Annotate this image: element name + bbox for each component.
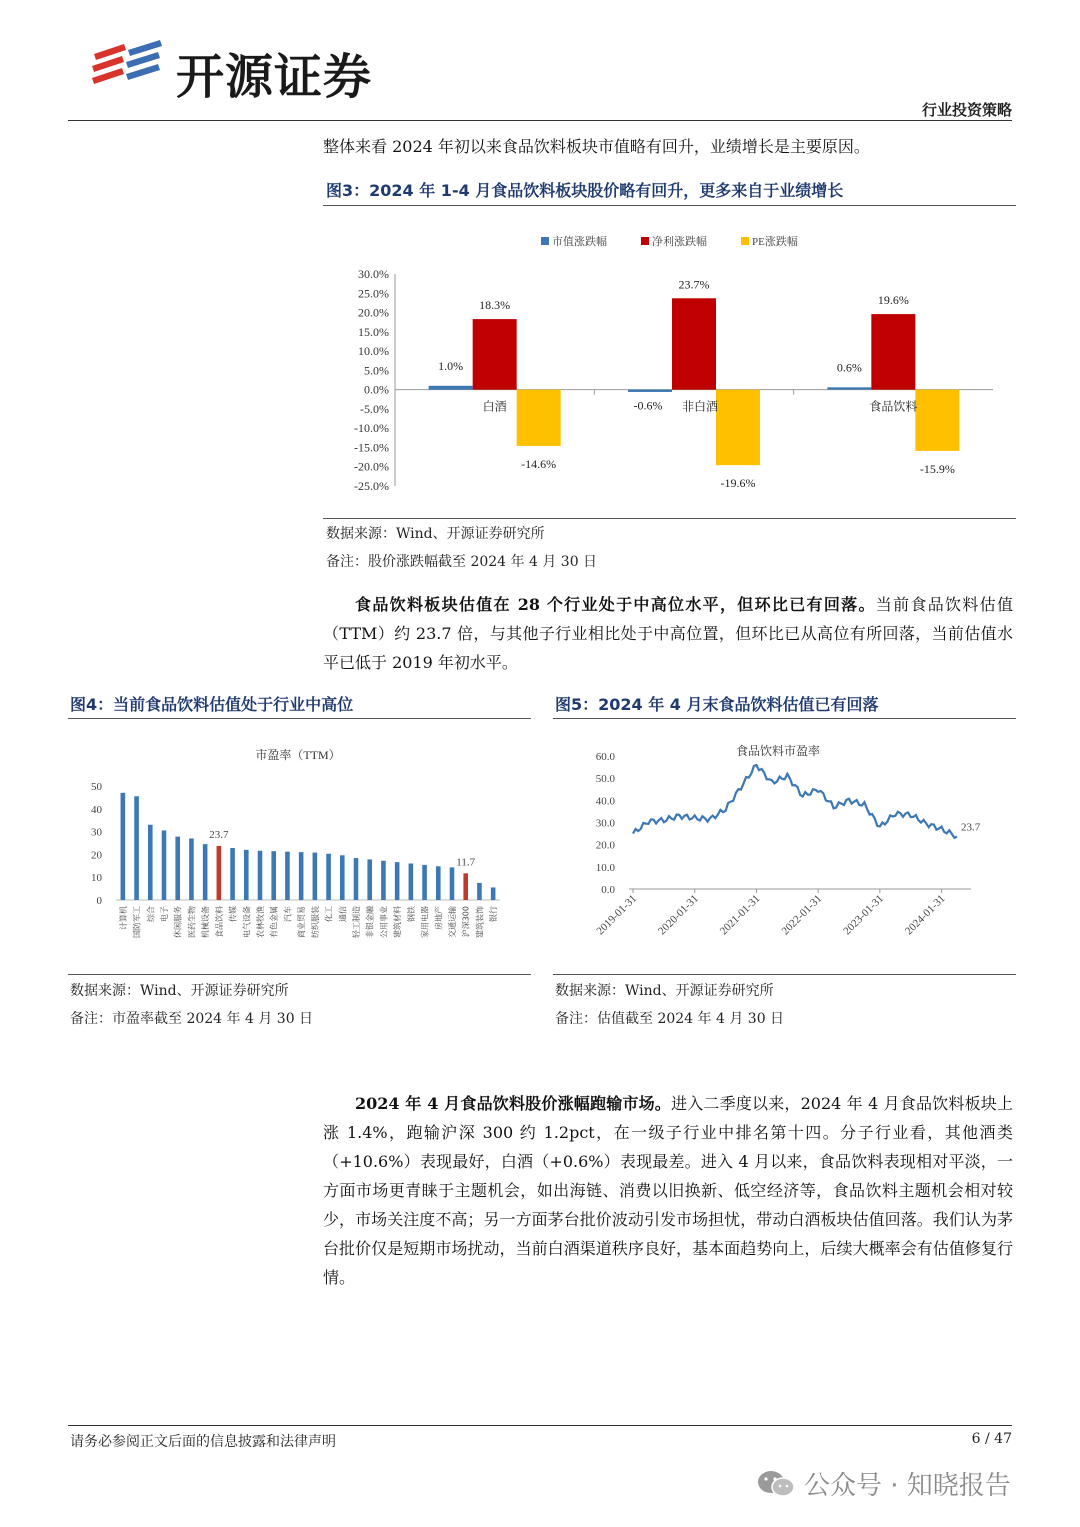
fig3-value-label: 19.6% (877, 293, 909, 308)
market-rest: 进入二季度以来，2024 年 4 月食品饮料板块上涨 1.4%，跑输沪深 300 约 1.2pct，在一级子行业中排名第十四。分子行业看，其他酒类（+10.6%）表现最好，白酒（+0.6%）表现最差。进入 4 月以来，食品饮料表现相对平淡，一方面市场更青睐于主题机会，如出海链、消费以旧换新、低空经济等，食品饮料主题机会相对较少，市场关注度不高；另一方面茅台批价波动引发市场担忧，带动白酒板块估值回落。我们认为茅台批价仅是短期市场扰动，当前白酒渠道秩序良好，基本面趋势向上，后续大概率会有估值修复行情。 (323, 1094, 1013, 1287)
valuation-lead-num: 28 (517, 595, 540, 614)
fig4-bar (422, 865, 427, 900)
fig3-ytick: -20.0% (354, 459, 389, 474)
fig4-bar (162, 830, 167, 900)
fig4-xtick (324, 906, 334, 922)
fig3-ytick: -25.0% (354, 479, 389, 493)
fig4-bar (230, 848, 235, 900)
fig4-xtick (133, 906, 142, 938)
fig5-xtick (841, 893, 886, 938)
fig4-title: 图4：当前食品饮料估值处于行业中高位 (70, 695, 354, 714)
fig4-xtick (145, 906, 155, 922)
fig4-xtick (186, 906, 196, 938)
fig3-bar (915, 390, 959, 451)
fig4-bar (313, 853, 318, 900)
fig3-bar (628, 390, 672, 392)
fig4-xtick (474, 906, 484, 938)
fig4-bar (271, 851, 276, 900)
fig4-chart (68, 730, 531, 970)
fig3-legend-swatch-2 (741, 237, 749, 245)
fig5-ytick: 0.0 (601, 884, 615, 896)
fig3-ytick: -5.0% (360, 401, 389, 416)
fig4-bar (326, 854, 331, 900)
fig3-legend-label-1: 净利涨跌幅 (652, 236, 707, 248)
fig5-source: 数据来源：Wind、开源证券研究所 (555, 983, 774, 999)
fig4-xtick (406, 906, 416, 922)
fig4-xtick-label: 沪深300 (461, 906, 471, 938)
fig5-ytick: 20.0 (595, 839, 615, 852)
fig4-xtick-label: 通信 (338, 906, 348, 922)
valuation-rest: 当前食品饮料估值（TTM）约 23.7 倍，与其他子行业相比处于中高位置，但环比已从高位有所回落，当前估值水平已低于 2019 年初水平。 (323, 595, 1013, 672)
fig4-xtick-label: 钢铁 (406, 906, 416, 922)
fig4-xtick (488, 906, 498, 922)
fig5-end-label: 23.7 (961, 821, 981, 834)
fig3-chart (323, 222, 1016, 516)
fig4-ytick: 0 (96, 895, 102, 907)
fig3-category-label: 非白酒 (681, 399, 719, 414)
fig4-bar (340, 855, 345, 900)
watermark (756, 1465, 1011, 1502)
fig3-bar (429, 386, 473, 390)
brand-logo (88, 34, 168, 98)
fig4-xtick-label: 公用事业 (379, 906, 389, 938)
fig5-bottom-rule (553, 974, 1016, 975)
fig4-source: 数据来源：Wind、开源证券研究所 (70, 983, 289, 999)
fig4-xtick-label: 机械设备 (201, 906, 211, 938)
fig4-xtick-label: 食品饮料 (214, 906, 224, 938)
fig4-value-label: 23.7 (209, 828, 229, 841)
fig3-ytick: 25.0% (358, 286, 389, 301)
fig3-ytick: 0.0% (364, 382, 389, 397)
report-section: 行业投资策略 (921, 101, 1012, 119)
fig4-bar (299, 852, 304, 900)
fig3-value-label: 18.3% (479, 298, 511, 313)
fig4-xtick-label: 医药生物 (187, 906, 197, 938)
fig5-xtick-label: 2021-01-31 (717, 892, 763, 938)
fig4-bar (395, 862, 400, 900)
fig4-bar (175, 837, 180, 900)
fig4-xtick (296, 906, 306, 938)
fig3-bar (827, 387, 871, 389)
fig3-bar (517, 390, 561, 446)
valuation-paragraph (323, 590, 1013, 677)
fig4-bar (217, 846, 222, 900)
logo-mark-icon (88, 34, 168, 98)
fig3-legend-swatch-1 (641, 237, 649, 245)
fig3-title: 图3：2024 年 1-4 月食品饮料板块股价略有回升，更多来自于业绩增长 (326, 181, 844, 200)
fig4-xtick (351, 906, 361, 938)
fig3-legend-label-0: 市值涨跌幅 (552, 236, 607, 248)
fig4-xtick-label: 建筑装饰 (475, 906, 485, 938)
fig5-xtick (718, 893, 763, 938)
fig4-xtick-label: 国防军工 (132, 906, 142, 938)
fig4-bar (354, 858, 359, 900)
fig5-chart-title: 食品饮料市盈率 (735, 744, 821, 758)
fig4-bar (491, 887, 496, 900)
fig5-xtick-label: 2024-01-31 (902, 892, 948, 938)
fig4-xtick-label: 银行 (489, 906, 499, 922)
fig4-xtick (461, 906, 471, 937)
fig4-bottom-rule (68, 974, 531, 975)
fig5-ytick: 30.0 (595, 817, 615, 830)
watermark-text: 公众号 · 知晓报告 (804, 1471, 1011, 1501)
fig3-bar (716, 390, 760, 466)
fig4-xtick-label: 轻工制造 (352, 906, 361, 938)
fig4-xtick (228, 906, 238, 922)
fig4-xtick (282, 906, 292, 922)
fig5-title: 图5：2024 年 4 月末食品饮料估值已有回落 (555, 695, 879, 714)
fig4-xtick (337, 906, 347, 922)
wechat-icon (756, 1468, 796, 1500)
fig5-ytick: 10.0 (595, 861, 615, 874)
fig3-remark: 备注：股价涨跌幅截至 2024 年 4 月 30 日 (326, 554, 598, 570)
fig5-xtick-label: 2023-01-31 (841, 892, 886, 938)
fig3-bar (473, 319, 517, 390)
fig4-xtick-label: 房地产 (434, 906, 444, 930)
fig4-ytick: 20 (91, 849, 102, 862)
fig4-bar (189, 838, 194, 900)
fig5-xtick (656, 893, 701, 938)
fig3-ytick: 10.0% (358, 344, 389, 359)
fig4-xtick-label: 农林牧渔 (256, 906, 265, 938)
fig4-xtick-label: 化工 (324, 906, 334, 922)
fig3-value-label: 1.0% (438, 358, 464, 373)
fig4-ytick: 40 (91, 803, 102, 816)
page-number: 6 / 47 (971, 1431, 1012, 1447)
fig5-xtick-label: 2020-01-31 (656, 892, 701, 938)
fig4-bar (436, 866, 441, 900)
fig4-xtick-label: 汽车 (283, 906, 293, 922)
fig5-xtick-label: 2019-01-31 (594, 892, 640, 938)
fig4-bar (381, 861, 386, 900)
footer-rule (68, 1425, 1012, 1426)
fig5-top-rule (553, 718, 1016, 719)
fig5-xtick (594, 893, 639, 938)
fig4-bar (450, 867, 455, 900)
fig4-xtick (447, 906, 457, 938)
fig4-xtick (159, 906, 169, 922)
fig4-xtick (214, 906, 224, 938)
fig3-ytick: 20.0% (358, 305, 389, 320)
fig4-xtick (241, 906, 251, 938)
fig4-xtick-label: 休闲服务 (173, 906, 183, 938)
fig4-xtick-label: 计算机 (118, 906, 128, 930)
fig3-ytick: -15.0% (354, 440, 389, 455)
fig3-top-rule (323, 205, 1016, 206)
fig4-xtick (310, 906, 320, 938)
fig5-ytick: 40.0 (595, 795, 615, 808)
fig4-xtick-label: 传媒 (228, 906, 238, 922)
fig4-bar (463, 873, 468, 900)
fig5-line (633, 765, 957, 838)
fig4-xtick-label: 电气设备 (242, 906, 252, 938)
fig4-bar (409, 864, 414, 900)
fig4-xtick (392, 906, 402, 938)
fig3-bar (672, 298, 716, 389)
fig5-xtick (779, 893, 824, 938)
fig4-xtick-label: 交通运输 (448, 906, 457, 938)
fig3-ytick: 30.0% (358, 267, 389, 281)
fig4-xtick-label: 有色金属 (269, 906, 279, 938)
fig3-value-label: -19.6% (720, 476, 756, 491)
market-paragraph (323, 1089, 1013, 1292)
brand-name: 开源证券 (176, 49, 373, 105)
fig4-ytick: 50 (91, 781, 102, 793)
fig3-source: 数据来源：Wind、开源证券研究所 (326, 526, 545, 542)
fig4-xtick (420, 906, 430, 938)
intro-paragraph: 整体来看 2024 年初以来食品饮料板块市值略有回升，业绩增长是主要原因。 (323, 137, 870, 156)
fig3-ytick: 5.0% (364, 363, 389, 378)
fig4-xtick-label: 非银金融 (365, 906, 375, 938)
fig4-xtick (269, 906, 279, 938)
fig3-bottom-rule (323, 518, 1016, 519)
fig4-xtick-label: 建筑材料 (393, 906, 403, 938)
fig5-ytick: 60.0 (595, 751, 615, 763)
fig5-ytick: 50.0 (595, 773, 615, 786)
fig4-bar (148, 825, 153, 900)
fig4-bar (121, 793, 126, 900)
fig3-legend-swatch-0 (541, 237, 549, 245)
fig3-value-label: 23.7% (678, 277, 710, 292)
fig4-xtick (378, 906, 388, 938)
fig4-top-rule (68, 718, 531, 719)
fig4-bar (258, 851, 263, 900)
fig4-xtick (200, 906, 210, 938)
fig5-chart (553, 730, 1016, 970)
header-rule (68, 120, 1012, 121)
fig4-ytick: 30 (91, 826, 102, 839)
market-lead: 2024 年 4 月食品饮料股价涨幅跑输市场。 (355, 1094, 671, 1113)
fig3-value-label: 0.6% (836, 360, 862, 375)
fig4-xtick (365, 905, 375, 938)
fig3-ytick: 15.0% (358, 324, 389, 339)
fig4-ytick: 10 (91, 872, 102, 885)
fig5-remark: 备注：估值截至 2024 年 4 月 30 日 (555, 1011, 785, 1027)
fig3-bar (871, 314, 915, 390)
fig4-bar (477, 883, 482, 900)
fig4-bar (244, 850, 249, 900)
fig3-legend-label-2: PE涨跌幅 (752, 236, 798, 248)
fig5-xtick (903, 893, 948, 938)
fig3-category-label: 食品饮料 (869, 399, 918, 414)
fig3-ytick: -10.0% (354, 421, 389, 436)
fig4-bar (134, 796, 139, 900)
fig4-bar (367, 859, 372, 900)
fig4-xtick (255, 906, 265, 938)
fig4-remark: 备注：市盈率截至 2024 年 4 月 30 日 (70, 1011, 314, 1027)
fig4-xtick-label: 综合 (146, 906, 156, 922)
footer-disclaimer: 请务必参阅正文后面的信息披露和法律声明 (70, 1434, 336, 1450)
valuation-lead: 食品饮料板块估值在 (355, 595, 518, 614)
fig4-xtick (173, 906, 183, 938)
fig4-xtick-label: 商业贸易 (297, 906, 307, 938)
fig3-value-label: -15.9% (919, 461, 955, 476)
fig4-xtick-label: 电子 (160, 906, 169, 922)
fig4-chart-title: 市盈率（TTM） (255, 748, 341, 762)
fig5-xtick-label: 2022-01-31 (779, 892, 825, 938)
fig3-category-label: 白酒 (482, 399, 507, 414)
valuation-lead-2: 个行业处于中高位水平，但环比已有回落。 (539, 595, 876, 614)
fig3-value-label: -0.6% (633, 398, 663, 413)
fig4-xtick-label: 家用电器 (420, 906, 430, 938)
fig4-value-label: 11.7 (456, 856, 476, 869)
fig4-bar (203, 844, 208, 900)
fig4-xtick-label: 纺织服装 (310, 906, 320, 938)
fig4-xtick (433, 906, 443, 930)
fig3-value-label: -14.6% (521, 456, 557, 471)
fig4-xtick (118, 906, 128, 930)
fig4-bar (285, 852, 290, 900)
